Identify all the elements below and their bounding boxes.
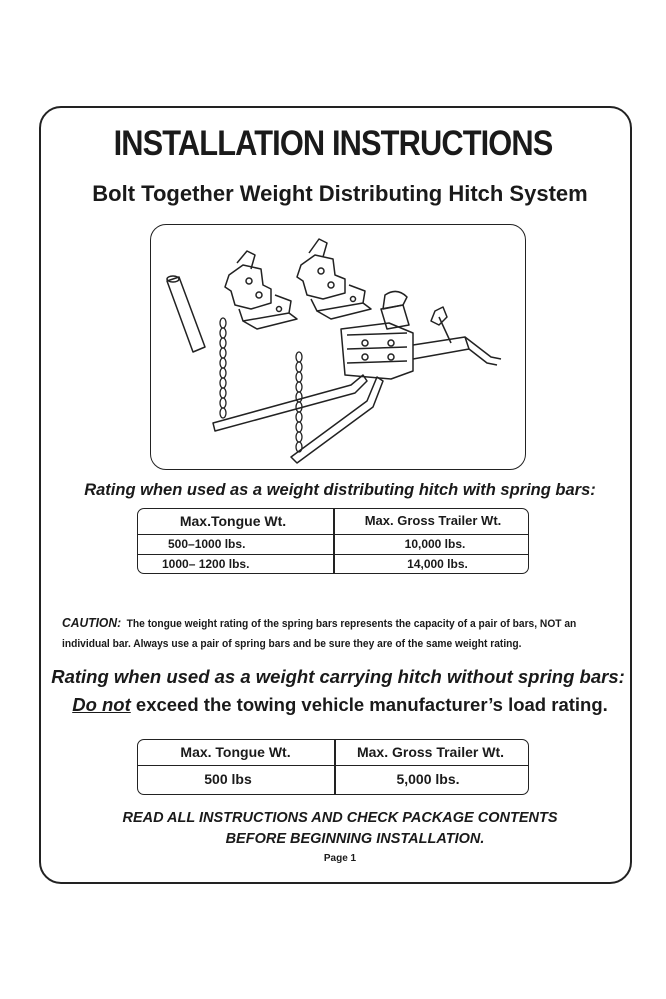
warning-emphasis: Do not (72, 694, 131, 715)
read-all-line-1: READ ALL INSTRUCTIONS AND CHECK PACKAGE CONTENTS (122, 810, 558, 826)
read-all-instructions (0, 808, 666, 850)
no-spring-bars-rating-table (137, 739, 529, 795)
table-header-cell: Max. Tongue Wt. (180, 744, 291, 760)
table-header-cell: Max.Tongue Wt. (179, 513, 287, 529)
no-spring-bars-rating-heading: Rating when used as a weight carrying hitch without spring bars: (51, 666, 625, 687)
table-cell: 500 lbs (204, 771, 252, 787)
hitch-illustration-frame (150, 224, 526, 470)
spring-bars-rating-heading: Rating when used as a weight distributing hitch with spring bars: (84, 481, 596, 499)
table-cell: 10,000 lbs. (404, 537, 466, 551)
table-cell: 1000– 1200 lbs. (162, 557, 250, 571)
row-divider (138, 765, 528, 766)
table-row (138, 557, 528, 571)
table-cell: 14,000 lbs. (407, 557, 468, 571)
caution-label: CAUTION: (62, 615, 122, 630)
table-header-row (138, 744, 528, 760)
table-row (138, 537, 528, 551)
table-header-row (138, 513, 528, 529)
table-header-cell: Max. Gross Trailer Wt. (364, 513, 502, 528)
load-rating-warning (0, 694, 666, 716)
page-title: INSTALLATION INSTRUCTIONS (113, 124, 553, 163)
warning-text: exceed the towing vehicle manufacturer’s load rating. (130, 694, 608, 715)
table-header-cell: Max. Gross Trailer Wt. (356, 744, 505, 760)
page-subtitle: Bolt Together Weight Distributing Hitch System (92, 181, 588, 206)
table-cell: 5,000 lbs. (396, 771, 460, 787)
page-number: Page 1 (323, 853, 357, 864)
hitch-system-illustration-icon (151, 225, 527, 471)
row-divider (138, 534, 528, 535)
read-all-line-2: BEFORE BEGINNING INSTALLATION. (225, 831, 485, 847)
table-cell: 500–1000 lbs. (168, 537, 246, 551)
caution-note (62, 613, 583, 654)
caution-text: The tongue weight rating of the spring bars represents the capacity of a pair of bars, NOT an individual bar. Always use a pair of spring bars and be sure they are of the same weight rating. (62, 618, 577, 650)
spring-bars-rating-table (137, 508, 529, 574)
table-row (138, 771, 528, 787)
row-divider (138, 554, 528, 555)
